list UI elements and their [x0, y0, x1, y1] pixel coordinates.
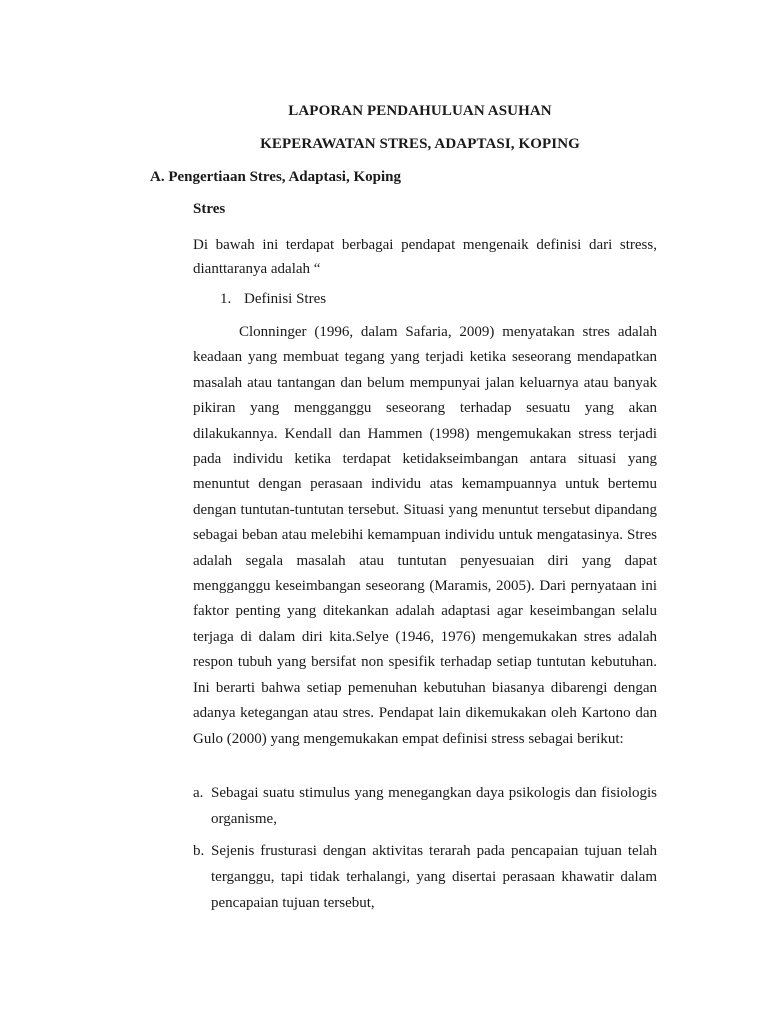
list-item-text: Sebagai suatu stimulus yang menegangkan daya psikologis dan fisiologis organisme,	[211, 785, 657, 827]
list-item-text: Sejenis frusturasi dengan aktivitas terarah pada pencapaian tujuan telah terganggu, tapi tidak terhalangi, yang disertai perasaan khawatir dalam pencapaian tujuan tersebut,	[211, 843, 657, 911]
numbered-item-number: 1.	[220, 291, 232, 307]
numbered-item	[220, 291, 326, 308]
list-item	[193, 838, 657, 916]
list-item	[193, 780, 657, 832]
document-title-line1: LAPORAN PENDAHULUAN ASUHAN	[288, 103, 552, 119]
list-marker: a.	[193, 785, 204, 801]
document-title-line2: KEPERAWATAN STRES, ADAPTASI, KOPING	[260, 136, 580, 152]
numbered-item-label: Definisi Stres	[244, 291, 327, 307]
subheading-stres: Stres	[193, 201, 226, 217]
section-heading: A. Pengertiaan Stres, Adaptasi, Koping	[150, 169, 401, 185]
body-text: Clonninger (1996, dalam Safaria, 2009) menyatakan stres adalah keadaan yang membuat tegang yang terjadi ketika seseorang mendapatkan masalah atau tantangan dan belum mempunyai jalan keluarnya atau banyak pikiran yang mengganggu seseorang terhadap sesuatu yang akan dilakukannya. Kendall dan Hammen (1998) mengemukakan stress terjadi pada individu ketika terdapat ketidakseimbangan antara situasi yang menuntut dengan perasaan individu atas kemampuannya untuk bertemu dengan tuntutan-tuntutan tersebut. Situasi yang menuntut tersebut dipandang sebagai beban atau melebihi kemampuan individu untuk mengatasinya. Stres adalah segala masalah atau tuntutan penyesuaian diri yang dapat mengganggu keseimbangan seseorang (Maramis, 2005). Dari pernyataan ini faktor penting yang ditekankan adalah adaptasi agar keseimbangan selalu terjaga di dalam diri kita.Selye (1946, 1976) mengemukakan stres adalah respon tubuh yang bersifat non spesifik terhadap setiap tuntutan kebutuhan. Ini berarti bahwa setiap pemenuhan kebutuhan biasanya dibarengi dengan adanya ketegangan atau stres. Pendapat lain dikemukakan oleh Kartono dan Gulo (2000) yang mengemukakan empat definisi stress sebagai berikut:	[193, 324, 657, 747]
intro-text: Di bawah ini terdapat berbagai pendapat mengenaik definisi dari stress, dianttaranya adalah “	[193, 237, 657, 277]
body-paragraph	[193, 320, 657, 752]
intro-paragraph	[193, 233, 657, 281]
list-marker: b.	[193, 843, 205, 859]
